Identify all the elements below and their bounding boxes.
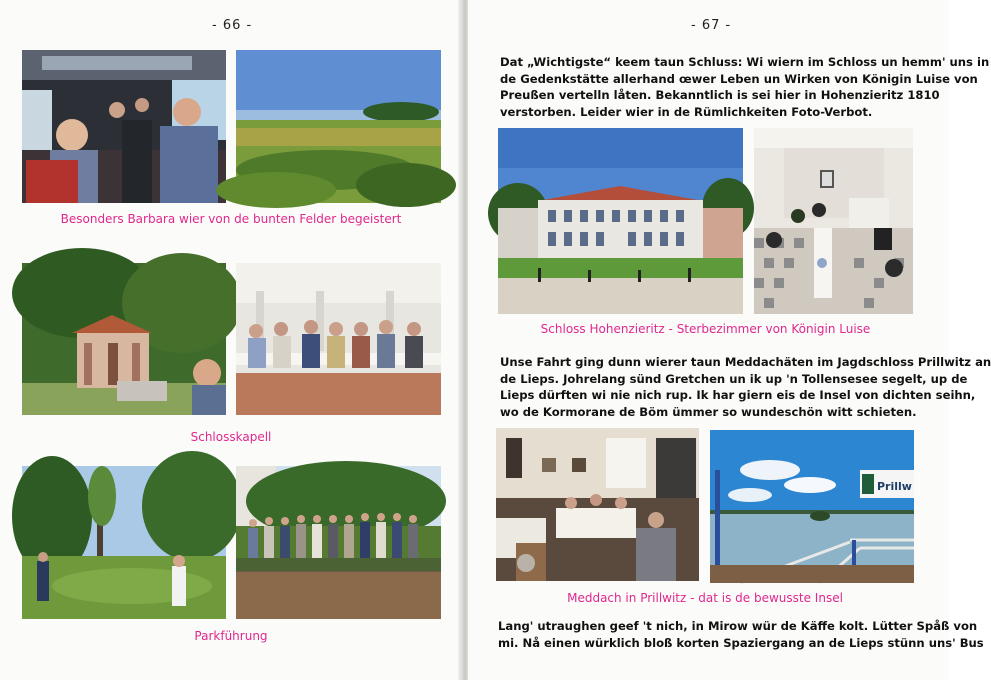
paragraph-mirow <box>498 618 984 651</box>
caption-schloss: Schloss Hohenzieritz - Sterbezimmer von Königin Luise <box>540 322 871 336</box>
chapel-interior-photo <box>236 263 441 415</box>
lake-photo <box>710 430 914 583</box>
dining-photo <box>496 428 699 581</box>
paragraph-line: Lieps dürften wi nie nich rup. Ik har giern eis de Insel von dichten seihn, <box>500 388 976 403</box>
caption-prillwitz: Meddach in Prillwitz - dat is de bewusste Insel <box>567 591 843 605</box>
page-number-left: - 66 - <box>212 18 253 33</box>
paragraph-line: Dat „Wichtigste“ keem taun Schluss: Wi wiern im Schloss un hemm' uns in <box>500 55 990 69</box>
paragraph-text: an <box>971 355 991 369</box>
castle-photo <box>498 128 743 314</box>
paragraph-line: Preußen vertelln låten. Bekanntlich is sei hier in Hohenzieritz 1810 <box>500 88 940 103</box>
chapel-photo <box>22 263 226 415</box>
paragraph-line: verstorben. Leider wier in de Rümlichkeiten Foto-Verbot. <box>500 104 873 119</box>
group-photo <box>236 466 441 619</box>
park-photo <box>22 466 226 619</box>
death-chamber-photo <box>754 128 913 314</box>
paragraph-line: Lang' utraughen geef 't nich, in Mirow wür de Käffe kolt. Lütter Spåß von <box>498 619 978 633</box>
field-photo <box>236 50 441 203</box>
caption-parkfuehrung: Parkführung <box>194 629 268 643</box>
paragraph-prillwitz <box>500 354 991 420</box>
right-page <box>468 0 991 680</box>
jagdschloss-name: Jagdschloss Prillwitz <box>837 355 972 369</box>
paragraph-line: de Lieps. Johrelang sünd Gretchen un ik up 'n Tollensesee segelt, up de <box>500 371 968 386</box>
paragraph-line: wo de Kormorane de Böm ümmer so wundeschön witt schieten. <box>500 404 917 419</box>
paragraph-text: Unse Fahrt ging dunn wierer taun Meddachäten im <box>500 355 838 369</box>
paragraph-line <box>500 354 991 371</box>
left-page <box>0 0 462 680</box>
prillwitz-sign-text: Prillw <box>877 480 912 493</box>
paragraph-schloss <box>500 54 990 120</box>
bus-photo <box>22 50 226 203</box>
caption-schlosskapell: Schlosskapell <box>190 430 272 444</box>
page-number-right: - 67 - <box>691 18 732 33</box>
caption-felder: Besonders Barbara wier von de bunten Felder begeistert <box>60 212 402 226</box>
paragraph-line: mi. Nå einen würklich bloß korten Spaziergang an de Lieps stünn uns' Bus <box>498 635 984 650</box>
paragraph-line: de Gedenkstätte allerhand œwer Leben un Wirken von Königin Luise von <box>500 71 978 86</box>
